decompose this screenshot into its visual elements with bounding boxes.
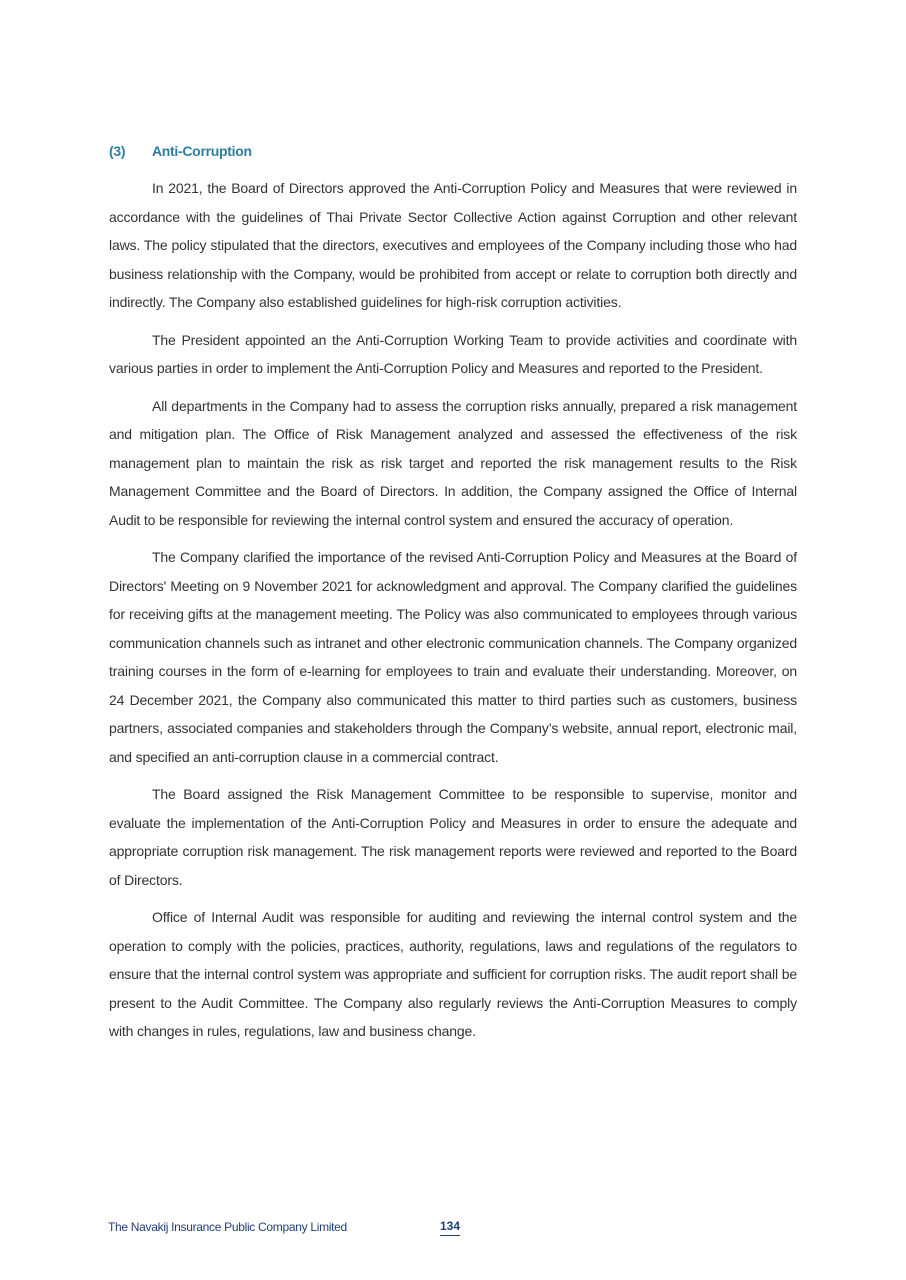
footer-company-name: The Navakij Insurance Public Company Limited: [108, 1220, 347, 1234]
page-number: 134: [440, 1219, 460, 1236]
paragraph: Office of Internal Audit was responsible for auditing and reviewing the internal control system and the operation to comply with the policies, practices, authority, regulations, laws and regulations of the regulators to ensure that the internal control system was appropriate and sufficient for corruption risks. The audit report shall be present to the Audit Committee. The Company also regularly reviews the Anti-Corruption Measures to comply with changes in rules, regulations, law and business change.: [109, 909, 797, 1039]
paragraph: All departments in the Company had to assess the corruption risks annually, prepared a risk management and mitigation plan. The Office of Risk Management analyzed and assessed the effectiveness of the risk management plan to maintain the risk as risk target and reported the risk management results to the Risk Management Committee and the Board of Directors. In addition, the Company assigned the Office of Internal Audit to be responsible for reviewing the internal control system and ensured the accuracy of operation.: [109, 397, 797, 528]
section-heading: [109, 143, 252, 159]
section-number: (3): [109, 143, 126, 159]
section-title: Anti-Corruption: [152, 143, 252, 159]
paragraph: The Company clarified the importance of the revised Anti-Corruption Policy and Measures at the Board of Directors' Meeting on 9 November 2021 for acknowledgment and approval. The Company clarified the guidelines for receiving gifts at the management meeting. The Policy was also communicated to employees through various communication channels such as intranet and other electronic communication channels. The Company organized training courses in the form of e-learning for employees to train and evaluate their understanding. Moreover, on 24 December 2021, the Company also communicated this matter to third parties such as customers, business partners, associated companies and stakeholders through the Company’s website, annual report, electronic mail, and specified an anti-corruption clause in a commercial contract.: [109, 549, 797, 765]
paragraph: In 2021, the Board of Directors approved the Anti-Corruption Policy and Measures that were reviewed in accordance with the guidelines of Thai Private Sector Collective Action against Corruption and other relevant laws. The policy stipulated that the directors, executives and employees of the Company including those who had business relationship with the Company, would be prohibited from accept or relate to corruption both directly and indirectly. The Company also established guidelines for high-risk corruption activities.: [109, 180, 797, 310]
section-body: [109, 174, 797, 1055]
page-footer: [108, 1219, 468, 1241]
paragraph: The President appointed an the Anti-Corruption Working Team to provide activities and coordinate with various parties in order to implement the Anti-Corruption Policy and Measures and reported to the President.: [109, 331, 797, 376]
paragraph: The Board assigned the Risk Management Committee to be responsible to supervise, monitor and evaluate the implementation of the Anti-Corruption Policy and Measures in order to ensure the adequate and appropriate corruption risk management. The risk management reports were reviewed and reported to the Board of Directors.: [109, 786, 797, 888]
